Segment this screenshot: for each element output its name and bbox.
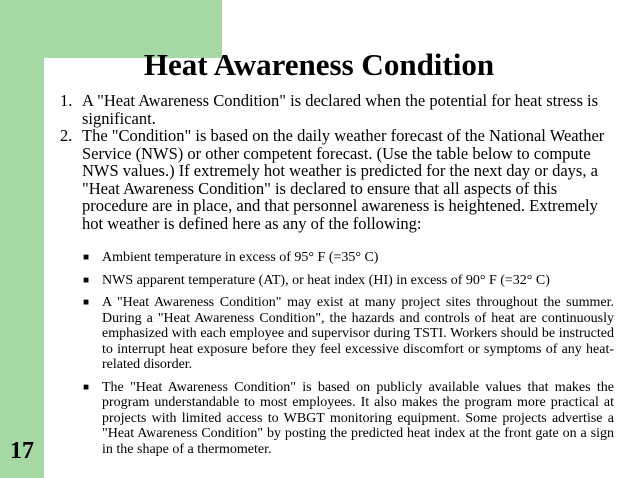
bullet-list <box>82 250 614 457</box>
bullet-item <box>82 273 614 289</box>
square-bullet-icon: ■ <box>83 297 90 308</box>
numbered-item <box>60 127 620 232</box>
bullet-item <box>82 250 614 266</box>
bullet-text: NWS apparent temperature (AT), or heat index (HI) in excess of 90° F (=32° C) <box>102 272 550 288</box>
slide-number: 17 <box>10 438 34 464</box>
bullet-text: Ambient temperature in excess of 95° F (=35° C) <box>102 250 379 265</box>
square-bullet-icon: ■ <box>83 252 90 263</box>
item-number: 1. <box>60 91 73 110</box>
square-bullet-icon: ■ <box>83 381 90 393</box>
numbered-list <box>60 92 620 232</box>
square-bullet-icon: ■ <box>83 274 90 286</box>
bullet-item <box>82 295 614 373</box>
numbered-item <box>60 92 620 127</box>
item-text: The "Condition" is based on the daily weather forecast of the National Weather Service (NWS) or other competent forecast. (Use the table below to compute NWS values.) If extremely hot weather is predicted for the next day or days, a "Heat Awareness Condition" is declared to ensure that all aspects of this procedure are in place, and that personnel awareness is heightened. Extremely hot weather is defined here as any of the following: <box>82 126 605 233</box>
bullet-item <box>82 380 614 458</box>
item-text: A "Heat Awareness Condition" is declared when the potential for heat stress is significant. <box>82 91 598 128</box>
bullet-text: The "Heat Awareness Condition" is based on publicly available values that makes the program understandable to most employees. It also makes the program more practical at projects with limited access to WBGT monitoring equipment. Some projects advertise a "Heat Awareness Condition" by posting the predicted heat index at the front gate on a sign in the shape of a thermometer. <box>102 379 614 457</box>
item-number: 2. <box>60 126 73 145</box>
bullet-text: A "Heat Awareness Condition" may exist at many project sites throughout the summer. During a "Heat Awareness Condition", the hazards and controls of heat are continuously emphasized with each employee and supervisor during TSTI. Workers should be instructed to interrupt heat exposure before they feel excessive discomfort or symptoms of any heat-related disorder. <box>102 295 614 372</box>
slide-title: Heat Awareness Condition <box>143 47 495 82</box>
